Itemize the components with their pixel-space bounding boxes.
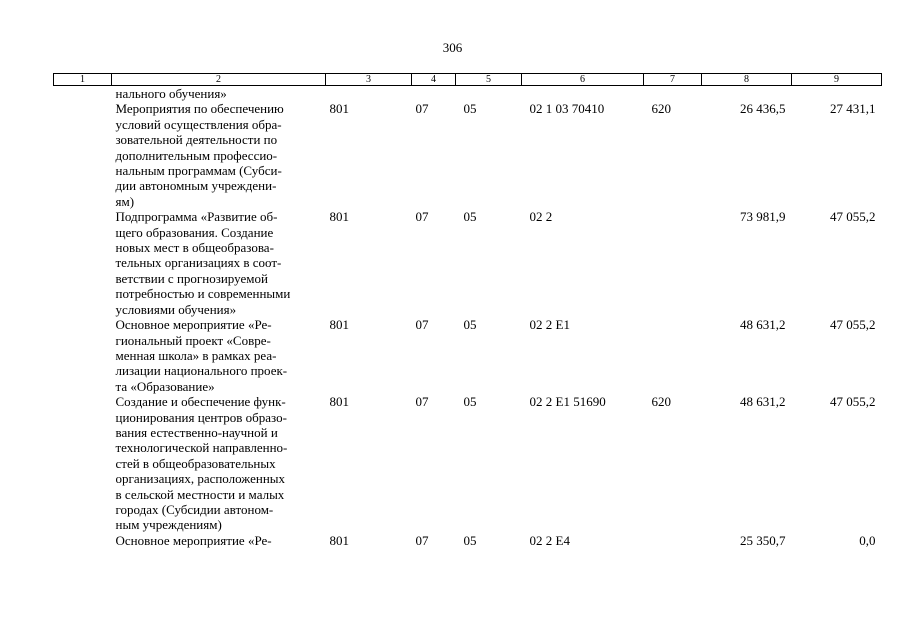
row-c6: 02 1 03 70410 [529, 101, 605, 117]
column-header: 8 [702, 74, 792, 86]
row-c6: 02 2 E1 51690 [529, 394, 606, 410]
row-c7 [644, 317, 702, 394]
row-c6: 02 2 [529, 209, 553, 225]
row-c8: 26 436,5 [740, 101, 786, 117]
row-c4: 07 [415, 394, 429, 410]
row-c9: 27 431,1 [830, 101, 876, 117]
row-c9: 47 055,2 [830, 209, 876, 225]
row-c4 [412, 86, 456, 102]
row-c6: 02 2 E4 [529, 532, 570, 548]
row-c6 [522, 86, 644, 102]
row-c8 [702, 86, 792, 102]
row-name: Создание и обеспечение функ- ционирования центров образо- вания естественно-научной и технологической направленно- стей в общеобразовательных организациях, расположенных в сельской местности и малых городах (Субсидии автоном- ным учреждениям) [115, 394, 288, 533]
row-c5 [456, 86, 522, 102]
row-name: Основное мероприятие «Ре- [115, 532, 272, 548]
header-row [54, 74, 882, 86]
row-c5: 05 [463, 209, 477, 225]
row-name: Подпрограмма «Развитие об- щего образования. Создание новых мест в общеобразова- тельных организациях в соот- ветствии с прогнозируемой потребностью и современными условиями обучения» [115, 209, 291, 317]
row-c7: 620 [651, 394, 671, 410]
row-name: нального обучения» [115, 86, 227, 101]
row-c5: 05 [463, 394, 477, 410]
column-header: 1 [54, 74, 112, 86]
row-c8: 25 350,7 [740, 532, 786, 548]
table-row [54, 86, 882, 102]
row-c9: 47 055,2 [830, 317, 876, 333]
table-row [54, 317, 882, 394]
column-header: 5 [456, 74, 522, 86]
row-c4: 07 [415, 532, 429, 548]
row-name: Основное мероприятие «Ре- гиональный проект «Совре- менная школа» в рамках реа- лизации национального проек- та «Образование» [115, 317, 288, 394]
row-c8: 48 631,2 [740, 394, 786, 410]
row-c7 [644, 533, 702, 548]
column-header: 3 [326, 74, 412, 86]
row-c9: 47 055,2 [830, 394, 876, 410]
page-number: 306 [442, 40, 463, 55]
row-c3 [326, 86, 412, 102]
table-row [54, 533, 882, 548]
row-c3: 801 [329, 317, 349, 333]
row-c6: 02 2 E1 [529, 317, 570, 333]
row-c7 [644, 209, 702, 317]
budget-table [53, 73, 882, 548]
table-row [54, 209, 882, 317]
table-row [54, 394, 882, 533]
row-c5: 05 [463, 101, 477, 117]
row-c9: 0,0 [859, 532, 876, 548]
row-c4: 07 [415, 209, 429, 225]
row-c5: 05 [463, 532, 477, 548]
row-c5: 05 [463, 317, 477, 333]
row-name: Мероприятия по обеспечению условий осуществления обра- зовательной деятельности по дополнительным профессио- нальным программам (Субси- дии автономным учреждени- ям) [115, 101, 284, 209]
row-c7 [644, 86, 702, 102]
column-header: 6 [522, 74, 644, 86]
row-c7: 620 [651, 101, 671, 117]
column-header: 2 [112, 74, 326, 86]
row-c3: 801 [329, 532, 349, 548]
row-c9 [792, 86, 882, 102]
column-header: 4 [412, 74, 456, 86]
row-c4: 07 [415, 101, 429, 117]
column-header: 9 [792, 74, 882, 86]
row-c3: 801 [329, 394, 349, 410]
row-c8: 73 981,9 [740, 209, 786, 225]
column-header: 7 [644, 74, 702, 86]
row-c3: 801 [329, 209, 349, 225]
row-c4: 07 [415, 317, 429, 333]
row-c8: 48 631,2 [740, 317, 786, 333]
table-row [54, 101, 882, 209]
row-c3: 801 [329, 101, 349, 117]
